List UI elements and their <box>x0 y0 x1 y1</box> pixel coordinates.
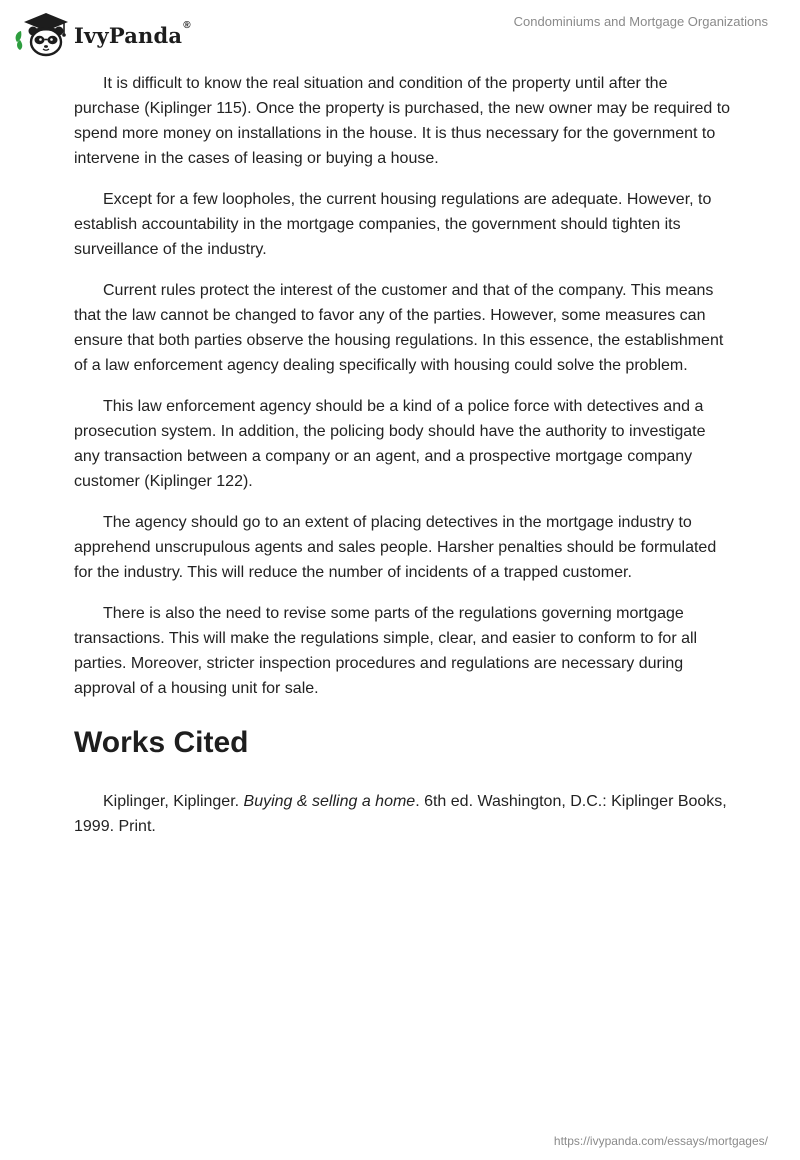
body-paragraph: There is also the need to revise some parts of the regulations governing mortgage transactions. This will make the regulations simple, clear, and easier to conform to for all parties. Moreover, stricter inspection procedures and regulations are necessary during approval of a housing unit for sale. <box>74 605 698 697</box>
body-paragraph: The agency should go to an extent of placing detectives in the mortgage industry to apprehend unscrupulous agents and sales people. Harsher penalties should be formulated for the industry. This will reduce the number of incidents of a trapped customer. <box>74 514 717 581</box>
registered-mark: ® <box>183 19 191 31</box>
page-header <box>0 0 800 64</box>
body-paragraph: This law enforcement agency should be a kind of a police force with detectives and a prosecution system. In addition, the policing body should have the authority to investigate any transaction between a company or an agent, and a prospective mortgage company customer (Kiplinger 122). <box>74 398 706 490</box>
body-paragraph: It is difficult to know the real situation and condition of the property until after the purchase (Kiplinger 115). Once the property is purchased, the new owner may be required to spend more money on installations in the house. It is thus necessary for the government to intervene in the cases of leasing or buying a house. <box>74 75 731 167</box>
body-paragraph: Except for a few loopholes, the current housing regulations are adequate. However, to establish accountability in the mortgage companies, the government should tighten its surveillance of the industry. <box>74 191 712 258</box>
document-title: Condominiums and Mortgage Organizations <box>513 14 768 29</box>
citation-title: Buying & selling a home <box>243 793 416 810</box>
footer-url[interactable]: https://ivypanda.com/essays/mortgages/ <box>553 1134 768 1148</box>
body-paragraph: Current rules protect the interest of the customer and that of the company. This means that the law cannot be changed to favor any of the parties. However, some measures can ensure that both parties observe the housing regulations. In this essence, the establishment of a law enforcement agency dealing specifically with housing could solve the problem. <box>74 282 724 374</box>
ivypanda-logo[interactable] <box>14 8 191 58</box>
citation-author: Kiplinger, Kiplinger. <box>103 793 244 810</box>
citation-entry <box>74 789 734 839</box>
works-cited-heading: Works Cited <box>74 726 249 759</box>
panda-logo-icon <box>14 8 72 58</box>
logo-wordmark: IvyPanda® <box>74 19 191 48</box>
essay-content <box>74 71 734 839</box>
citation-details: . 6th ed. Washington, D.C.: Kiplinger Books, 1999. Print. <box>74 793 727 835</box>
